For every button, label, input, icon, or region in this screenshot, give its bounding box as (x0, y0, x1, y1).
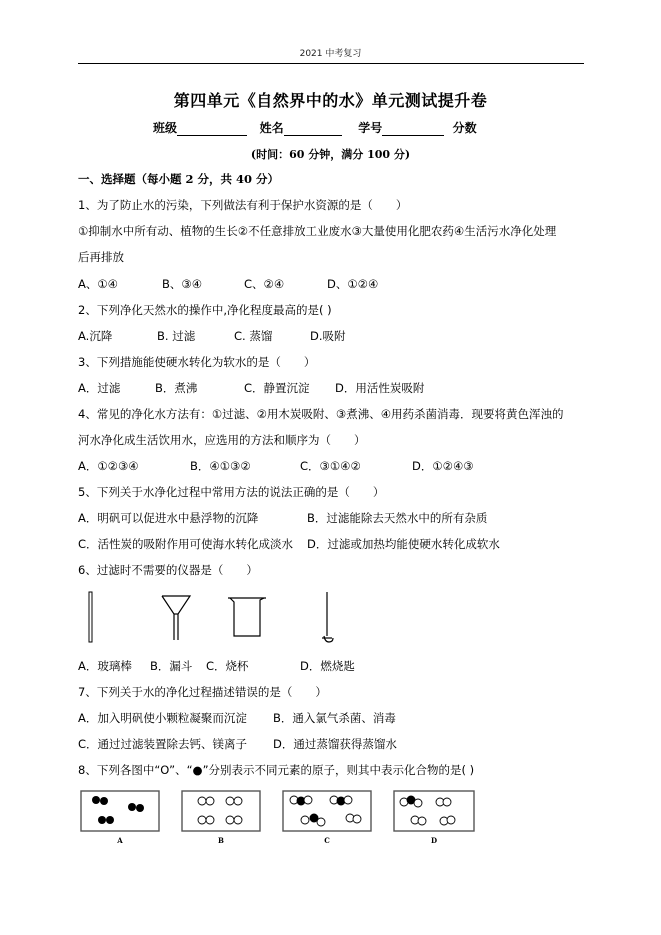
q1-option-c: C、②④ (244, 277, 285, 291)
q4-option-d: D．①②④③ (412, 459, 474, 473)
class-label: 班级 (153, 121, 178, 135)
q2-option-d: D.吸附 (310, 329, 346, 343)
q4-option-b: B．④①③② (190, 459, 251, 473)
q3-option-b: B．煮沸 (155, 381, 198, 395)
q3-option-a: A．过滤 (78, 381, 121, 395)
combustion-spoon-drawing (322, 592, 333, 642)
beaker-drawing (228, 598, 266, 636)
q4-option-c: C．③①④② (300, 459, 361, 473)
q2-option-a: A.沉降 (78, 329, 113, 343)
q6-option-b: B．漏斗 (150, 659, 193, 673)
time-note: (时间：60 分钟，满分 100 分) (250, 148, 411, 161)
glass-rod-drawing (89, 592, 92, 642)
box-b (182, 791, 260, 831)
q8-molecule-figure (78, 788, 478, 848)
box-label-a: A (117, 836, 123, 845)
id-label: 学号 (358, 121, 383, 135)
q5-stem: 5、下列关于水净化过程中常用方法的说法正确的是（ ） (78, 485, 385, 499)
box-d (394, 791, 474, 831)
q7-stem: 7、下列关于水的净化过程描述错误的是（ ） (78, 685, 327, 699)
q7-option-a: A．加入明矾使小颗粒凝聚而沉淀 (78, 711, 247, 725)
class-blank[interactable] (177, 123, 247, 136)
header-divider (78, 63, 584, 64)
q4-option-a: A．①②③④ (78, 459, 139, 473)
q3-option-c: C．静置沉淀 (244, 381, 310, 395)
q7-option-d: D．通过蒸馏获得蒸馏水 (273, 737, 397, 751)
q5-option-b: B．过滤能除去天然水中的所有杂质 (307, 511, 488, 525)
q7-option-c: C．通过过滤装置除去钙、镁离子 (78, 737, 248, 751)
q4-stem-2: 河水净化成生活饮用水，应选用的方法和顺序为（ ） (78, 433, 366, 447)
q8-stem: 8、下列各图中“O”、“●”分别表示不同元素的原子，则其中表示化合物的是( ) (78, 763, 475, 777)
q1-detail-1: ①抑制水中所有动、植物的生长②不任意排放工业废水③大量使用化肥农药④生活污水净化处理 (78, 224, 557, 238)
q4-stem: 4、常见的净化水方法有：①过滤、②用木炭吸附、③煮沸、④用药杀菌消毒．现要将黄色浑浊的 (78, 407, 564, 421)
box-label-c: C (324, 836, 330, 845)
q6-option-d: D．燃烧匙 (300, 659, 355, 673)
q7-option-b: B．通入氯气杀菌、消毒 (273, 711, 396, 725)
q5-option-d: D．过滤或加热均能使硬水转化成软水 (307, 537, 500, 551)
page-header: 2021 中考复习 (299, 49, 362, 59)
box-a (81, 791, 159, 831)
funnel-drawing (162, 596, 190, 640)
q1-stem: 1、为了防止水的污染，下列做法有利于保护水资源的是（ ） (78, 198, 408, 212)
info-row (153, 119, 477, 136)
q1-detail-2: 后再排放 (78, 250, 124, 264)
q3-stem: 3、下列措施能使硬水转化为软水的是（ ） (78, 355, 316, 369)
box-c (283, 791, 371, 831)
q1-option-a: A、①④ (78, 277, 118, 291)
page-title: 第四单元《自然界中的水》单元测试提升卷 (173, 91, 488, 110)
q2-stem: 2、下列净化天然水的操作中,净化程度最高的是( ) (78, 303, 332, 317)
q5-option-a: A．明矾可以促进水中悬浮物的沉降 (78, 511, 259, 525)
section-title: 一、选择题（每小题 2 分，共 40 分） (78, 172, 280, 186)
q6-option-a: A．玻璃棒 (78, 659, 132, 673)
q5-option-c: C．活性炭的吸附作用可使海水转化成淡水 (78, 537, 294, 551)
score-label: 分数 (452, 121, 477, 135)
q1-option-d: D、①②④ (327, 277, 379, 291)
name-blank[interactable] (284, 123, 342, 136)
q2-option-c: C. 蒸馏 (234, 329, 273, 343)
q2-option-b: B. 过滤 (157, 329, 196, 343)
name-label: 姓名 (259, 121, 284, 135)
box-label-b: B (218, 836, 224, 845)
q1-option-b: B、③④ (162, 277, 203, 291)
q3-option-d: D．用活性炭吸附 (335, 381, 425, 395)
q6-apparatus-figure (78, 588, 358, 646)
id-blank[interactable] (382, 123, 444, 136)
q6-stem: 6、过滤时不需要的仪器是（ ） (78, 563, 258, 577)
box-label-d: D (430, 836, 438, 845)
q6-option-c: C．烧杯 (206, 659, 249, 673)
